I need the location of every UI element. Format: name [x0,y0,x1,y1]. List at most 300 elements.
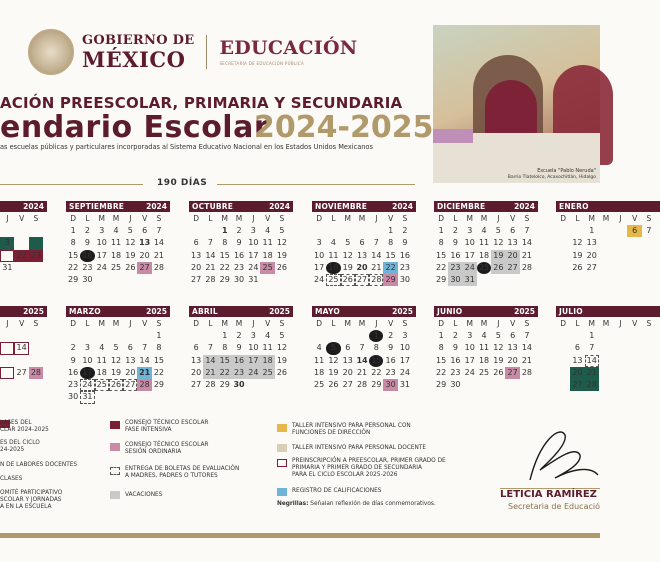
calendar-day: 5 [495,331,501,340]
calendar-day: 27 [570,379,584,391]
calendar-day: 10 [314,250,325,260]
weekday-label: M [480,214,488,223]
legend-item-grades: REGISTRO DE CALIFICACIONES [292,488,382,494]
calendar-day: 22 [14,250,28,262]
weekday-label: J [129,319,132,328]
weekday-label: D [316,319,323,328]
calendar-day: 11 [96,355,107,365]
legend-item-report-cards: ENTREGA DE BOLETAS DE EVALUACIÓN A MADRES, PADRES O TUTORES [125,466,240,480]
weekday-label: M [112,214,120,223]
weekday-label: J [129,214,132,223]
calendar-day: 4 [330,238,336,248]
calendar-day: 17 [399,355,411,365]
calendar-day: 24 [463,262,477,274]
calendar-day: 15 [218,355,232,367]
calendar-day: 10 [464,238,475,248]
calendar-day: 10 [464,343,475,353]
calendar-day: 14 [205,250,216,260]
calendar-day: 25 [314,380,325,390]
calendar-day: 8 [156,343,162,353]
signature-title: Secretaria de Educació [508,502,600,511]
weekday-label: L [575,214,580,223]
weekday-label: M [221,214,228,223]
calendar-day: 26 [491,262,505,274]
calendar-day: 10 [248,238,259,248]
calendar-day: 28 [521,262,533,272]
calendar-day: 14 [203,355,217,367]
calendar-day: 24 [248,262,259,272]
month-name: NOVIEMBRE [315,202,368,211]
calendar-day: 13 [507,238,518,248]
calendar-day: 12 [328,355,339,365]
calendar-day: 8 [70,238,76,248]
weekday-label: J [252,319,255,328]
weekday-label: L [85,214,90,223]
calendar-day: 31 [463,274,477,286]
calendar-day: 3 [250,226,256,235]
calendar-day: 23 [450,367,461,377]
photo-caption-location: Barrio Tlatelolco, Acaxochitlán, Hidalgo [507,175,596,180]
calendar-day: 16 [450,250,461,260]
calendar-day: 1 [589,331,595,340]
calendar-day [0,342,14,354]
month-name: ENERO [559,202,589,211]
calendar-day: 23 [68,380,79,390]
weekday-row [0,214,47,224]
calendar-day: 14 [356,355,368,365]
photo-caption: Escuela "Pablo Neruda" [537,168,596,174]
calendar-day: 30 [82,275,93,285]
day-grid [66,330,170,404]
calendar-day: 26 [109,379,123,391]
calendar-day: 25 [477,262,491,274]
weekday-label: V [388,319,394,328]
weekday-label: M [235,214,243,223]
weekday-label: J [6,319,9,328]
weekday-row [189,214,293,224]
day-grid [189,330,293,391]
calendar-day: 12 [493,238,504,248]
weekday-label: S [524,214,530,223]
calendar-day [0,367,14,379]
gob-line2: MÉXICO [82,47,186,72]
calendar-day: 22 [153,367,165,377]
month-block [0,201,47,274]
calendar-day: 14 [371,250,382,260]
weekday-label: V [142,319,148,328]
calendar-day: 25 [110,262,122,272]
weekday-label: M [602,319,610,328]
month-name: ABRIL [192,307,218,316]
calendar-day: 26 [328,380,339,390]
edu-line1: EDUCACIÓN [219,36,358,59]
calendar-day: 7 [156,226,162,235]
month-block [189,201,293,286]
weekday-label: D [438,214,445,223]
gobierno-logo [82,34,194,70]
weekday-label: D [70,214,77,223]
calendar-day: 19 [276,250,288,260]
calendar-day: 30 [399,275,411,285]
calendar-day: 30 [233,275,245,285]
calendar-day: 24 [246,367,260,379]
calendar-day: 4 [481,331,487,340]
calendar-day: 8 [438,238,444,248]
legend-swatch-vacations [110,491,120,499]
calendar-day: 28 [369,274,383,286]
calendar-day: 11 [262,343,273,353]
month-year: 2024 [146,202,167,211]
calendar-day: 19 [276,355,288,365]
calendar-day: 15 [68,250,79,260]
calendar-day: 7 [207,343,213,353]
calendar-day: 1 [70,226,76,235]
header [28,24,357,80]
calendar-day: 18 [478,250,490,260]
calendar-day: 19 [328,367,339,377]
calendar-day [29,237,43,249]
divider-line [217,184,415,185]
legend-note [277,501,436,508]
calendar-day: 31 [248,275,259,285]
edu-line2: SECRETARÍA DE EDUCACIÓN PÚBLICA [219,60,305,66]
subtitle-scope: as escuelas públicas y particulares incorporadas al Sistema Educativo Nacional en los Estados Unidos Mexicanos [0,143,373,151]
month-block [189,306,293,391]
calendar-day: 28 [29,367,43,379]
calendar-day: 29 [219,380,230,390]
month-header [66,201,170,212]
calendar-day: 13 [125,355,136,365]
header-divider [206,35,207,69]
gob-line1: GOBIERNO DE [82,33,195,48]
calendar-day: 6 [193,238,199,248]
legend-swatch-grades [277,488,287,496]
calendar-day: 18 [262,250,273,260]
calendar-day: 11 [262,238,273,248]
calendar-day: 27 [505,262,519,274]
weekday-label: V [19,319,25,328]
calendar-day: 29 [383,274,397,286]
calendar-day: 14 [153,238,165,248]
weekday-label: S [402,319,408,328]
weekday-label: L [208,319,213,328]
calendar-day: 23 [385,367,396,377]
weekday-label: J [497,214,500,223]
calendar-day: 17 [246,355,260,367]
day-grid [556,225,660,274]
calendar-day: 26 [276,367,288,377]
calendar-day: 3 [0,237,14,249]
calendar-day: 11 [478,238,490,248]
weekday-label: V [388,214,394,223]
calendar-day: 29 [436,275,447,285]
calendar-day: 20 [570,367,584,379]
calendar-day: 9 [84,238,90,248]
day-grid [0,225,47,274]
page-title-years: 2024-2025 [254,110,434,145]
calendar-day: 4 [316,343,322,353]
educacion-logo [219,36,358,66]
calendar-day: 1 [156,331,162,340]
calendar-day: 16 [399,250,411,260]
month-block [556,306,660,391]
calendar-day: 18 [96,367,107,377]
calendar-day: 9 [236,343,242,353]
weekday-label: V [632,214,638,223]
legend-swatch-cte-ordinary [110,443,120,451]
calendar-day: 27 [16,367,27,377]
weekday-label: V [265,319,271,328]
month-block [312,201,416,286]
calendar-day: 24 [96,262,107,272]
legend-item: OMITÉ PARTICIPATIVO SCOLAR Y JORNADAS A EN LA ESCUELA [0,490,63,511]
weekday-label: D [316,214,323,223]
calendar-day: 16 [232,355,246,367]
weekday-label: S [279,214,285,223]
weekday-label: J [252,214,255,223]
classroom-photo [433,25,600,183]
divider-line [0,184,143,185]
legend-swatch-report-cards [110,467,120,475]
calendar-day: 2 [452,226,458,235]
calendar-day: 18 [260,355,274,367]
calendar-day: 21 [137,367,151,379]
calendar-day: 15 [369,355,383,367]
calendar-day: 15 [153,355,165,365]
calendar-day: 5 [279,226,285,235]
calendar-day: 21 [205,262,216,272]
weekday-label: M [602,214,610,223]
legend-item-teacher-workshop: TALLER INTENSIVO PARA PERSONAL DOCENTE [292,445,427,451]
weekday-label: D [193,319,200,328]
calendar-day: 29 [153,380,165,390]
calendar-day: 9 [236,238,242,248]
calendar-day: 12 [493,343,504,353]
calendar-day: 13 [191,355,202,365]
weekday-label: S [524,319,530,328]
calendar-day: 11 [478,343,490,353]
legend-item-director-workshop: TALLER INTENSIVO PARA PERSONAL CON FUNCIONES DE DIRECCIÓN [292,423,411,437]
calendar-day: 19 [491,250,505,262]
month-block [434,306,538,391]
calendar-day: 13 [356,250,368,260]
calendar-day: 9 [70,355,76,365]
day-grid [312,225,416,286]
calendar-day: 19 [342,262,353,272]
weekday-label: M [588,214,595,223]
calendar-day: 30 [68,392,79,402]
calendar-day: 28 [205,380,216,390]
calendar-day: 6 [574,343,580,353]
legend-swatch-director-workshop [277,424,287,432]
month-block [312,306,416,391]
calendar-day: 18 [478,355,490,365]
calendar-day: 1 [388,226,394,235]
calendar-day: 3 [316,238,322,248]
page-title: endario Escolar [0,110,270,145]
calendar-day: 26 [125,262,136,272]
weekday-label: M [358,214,366,223]
subtitle-levels: ACIÓN PREESCOLAR, PRIMARIA Y SECUNDARIA [0,94,403,112]
weekday-label: M [358,319,366,328]
calendar-day: 15 [219,250,230,260]
calendar-day: 8 [222,343,228,353]
weekday-label: M [466,319,473,328]
legend-note-text: Señalan reflexión de días conmemorativos. [308,501,436,507]
calendar-day: 29 [219,275,230,285]
weekday-label: S [156,214,162,223]
calendar-day: 3 [250,331,256,340]
calendar-day: 14 [14,342,28,354]
calendar-day: 8 [388,238,394,248]
weekday-label: M [221,319,228,328]
calendar-day: 10 [82,355,93,365]
month-name: SEPTIEMBRE [69,202,125,211]
calendar-day: 3 [84,343,90,353]
calendar-day: 6 [627,225,641,237]
calendar-day: 22 [219,262,230,272]
legend-note-bold: Negrillas: [277,501,309,507]
month-header [0,201,47,212]
calendar-day: 3 [467,331,473,340]
month-name: OCTUBRE [192,202,234,211]
calendar-day: 7 [142,343,148,353]
weekday-label: J [375,214,378,223]
weekday-label: L [85,319,90,328]
calendar-day: 17 [96,250,107,260]
day-grid [556,330,660,391]
weekday-label: M [480,319,488,328]
day-grid [66,225,170,286]
calendar-day: 13 [342,355,353,365]
calendar-day: 3 [402,331,408,340]
calendar-day: 20 [139,250,150,260]
calendar-day: 1 [438,226,444,235]
calendar-day: 20 [505,250,519,262]
calendar-day: 12 [572,238,583,248]
weekday-label: J [375,319,378,328]
day-grid [0,330,47,379]
calendar-day: 4 [481,226,487,235]
weekday-label: D [70,319,77,328]
calendar-day: 23 [82,262,93,272]
calendar-day: 28 [137,379,151,391]
calendar-day: 4 [265,331,271,340]
weekday-label: L [331,319,336,328]
calendar-day: 2 [236,331,242,340]
weekday-label: V [142,214,148,223]
national-seal-icon [28,29,74,75]
weekday-row [189,319,293,329]
weekday-label: D [438,319,445,328]
calendar-day: 5 [113,343,119,353]
calendar-day: 24 [464,367,475,377]
calendar-day: 11 [328,250,339,260]
month-name: MARZO [69,307,101,316]
calendar-day: 27 [342,380,353,390]
calendar-day [0,250,14,262]
weekday-label: M [98,214,105,223]
calendar-day: 27 [123,379,137,391]
calendar-day: 27 [191,380,202,390]
calendar-day: 24 [399,367,411,377]
calendar-day: 25 [260,262,274,274]
calendar-day: 4 [99,343,105,353]
weekday-label: S [156,319,162,328]
calendar-day: 1 [438,331,444,340]
weekday-label: S [279,319,285,328]
month-block [556,201,660,274]
month-year: 2024 [514,202,535,211]
calendar-day: 6 [142,226,148,235]
weekday-label: L [453,319,458,328]
calendar-day: 12 [125,238,136,248]
calendar-day: 2 [402,226,408,235]
weekday-row [66,319,170,329]
calendar-day: 16 [450,355,461,365]
weekday-label: V [632,319,638,328]
calendar-day: 29 [68,275,79,285]
weekday-label: L [208,214,213,223]
weekday-label: M [235,319,243,328]
calendar-day: 28 [205,275,216,285]
calendar-day: 9 [388,343,394,353]
legend-swatch-teacher-workshop [277,444,287,452]
weekday-label: J [497,319,500,328]
weekday-label: S [646,214,652,223]
weekday-row [312,214,416,224]
legend-item: CLASES [0,476,23,482]
signature-name: LETICIA RAMÍREZ [500,489,597,500]
weekday-row [434,214,538,224]
calendar-day: 27 [505,367,519,379]
calendar-day: 27 [586,262,597,272]
calendar-day: 30 [383,379,397,391]
calendar-day: 20 [507,355,518,365]
month-name: JUNIO [437,307,463,316]
calendar-day: 28 [356,380,368,390]
calendar-day: 26 [572,262,583,272]
calendar-day: 10 [399,343,411,353]
calendar-day: 6 [345,343,351,353]
calendar-day: 22 [68,262,79,272]
calendar-day: 2 [84,226,90,235]
calendar-day: 28 [521,367,533,377]
weekday-label: S [402,214,408,223]
month-year: 2025 [146,307,167,316]
calendar-day: 11 [314,355,325,365]
calendar-day: 14 [521,238,533,248]
calendar-day: 7 [589,343,595,353]
calendar-day: 15 [436,250,447,260]
calendar-day: 14 [139,355,150,365]
calendar-day: 21 [521,355,533,365]
calendar-day: 17 [464,355,475,365]
day-grid [189,225,293,286]
calendar-day: 20 [342,367,353,377]
calendar-day: 25 [478,367,490,377]
calendar-day: 16 [385,355,396,365]
month-year: 2024 [269,202,290,211]
calendar-day: 23 [232,367,246,379]
calendar-day: 7 [359,343,365,353]
weekday-label: D [560,319,567,328]
month-year: 2025 [514,307,535,316]
legend-item: LASES DEL CLAR 2024-2025 [0,420,49,434]
calendar-day: 21 [203,367,217,379]
calendar-day: 31 [80,391,94,403]
calendar-day: 9 [452,238,458,248]
